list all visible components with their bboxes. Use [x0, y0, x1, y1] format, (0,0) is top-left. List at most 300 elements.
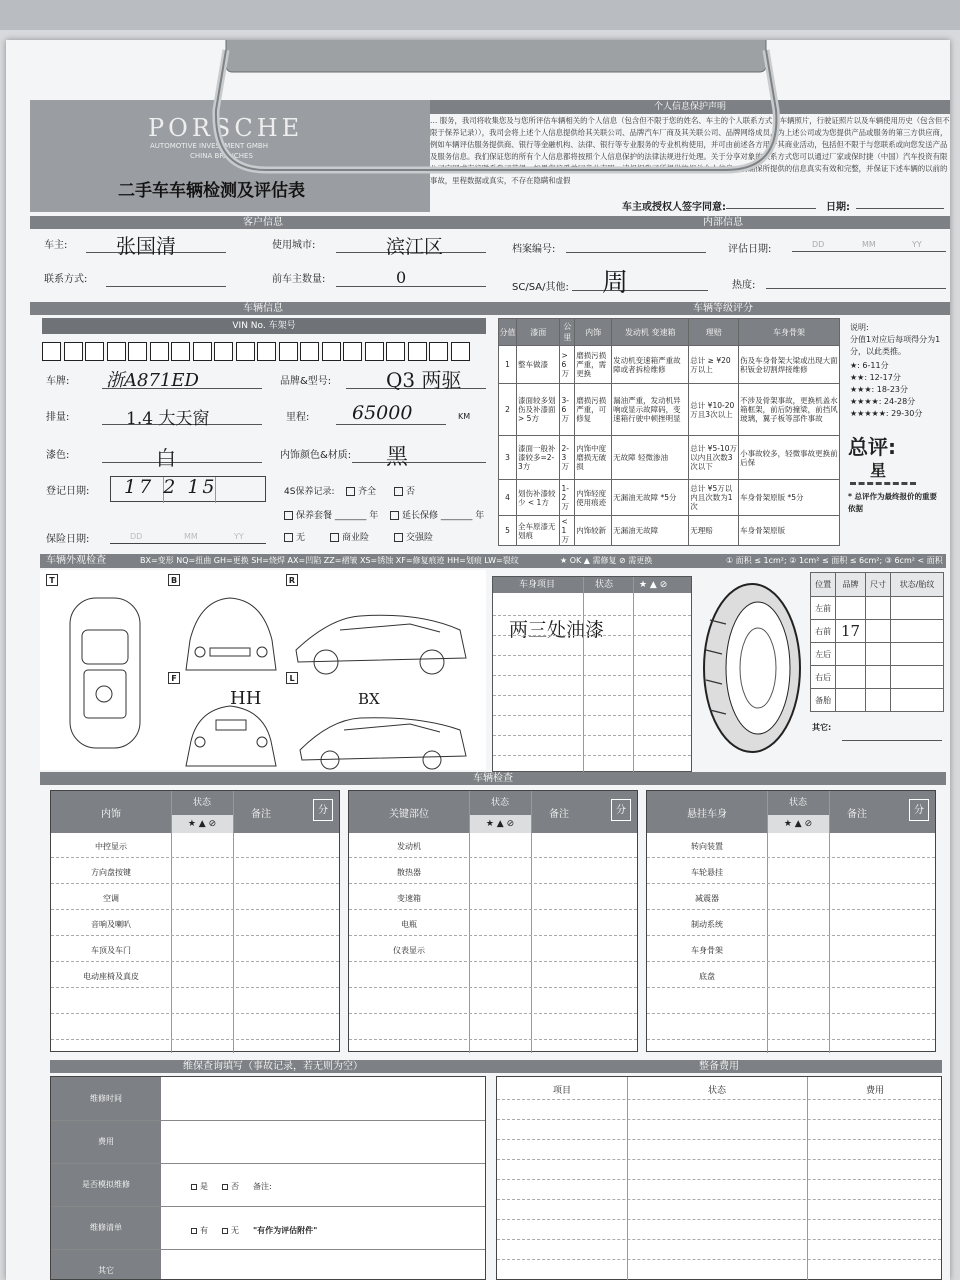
- grade-cell[interactable]: 2: [499, 384, 517, 436]
- commercial-option[interactable]: [330, 530, 369, 543]
- compulsory-text: 交强险: [406, 533, 434, 543]
- inspect-panel-1[interactable]: [348, 790, 638, 1052]
- reg-value[interactable]: 17 2 15: [124, 476, 218, 498]
- inspect-row-line: [51, 857, 339, 858]
- view-tag-l: L: [286, 672, 298, 684]
- inspect-row-line: [349, 987, 637, 988]
- body-item-panel[interactable]: [492, 576, 692, 772]
- grade-cell[interactable]: 磨损污损严重，需更换: [575, 346, 612, 384]
- city-label: 使用城市:: [272, 240, 316, 251]
- body-row-line: [493, 715, 691, 716]
- inspect-row-line: [349, 1039, 637, 1040]
- inspect-row-line: [647, 961, 935, 962]
- maint-row-label: 是否模拟维修: [82, 1180, 130, 1189]
- maint-list-options[interactable]: [191, 1225, 317, 1236]
- body-row-line: [493, 695, 691, 696]
- service-label: [284, 484, 334, 497]
- section-maintenance: 维保查询填写（事故记录，若无则为空）: [50, 1060, 496, 1073]
- grade-cell[interactable]: 磨损污损严重，可修复: [575, 384, 612, 436]
- inspect-title: 悬挂车身: [687, 809, 727, 820]
- sc-label: SC/SA/其他:: [512, 282, 569, 293]
- tire-row[interactable]: [811, 689, 944, 712]
- view-tag-t: T: [46, 574, 58, 586]
- inspect-row-line: [647, 935, 935, 936]
- overall-label: 总评:: [848, 435, 896, 459]
- grade-col-1: 漆面: [517, 319, 560, 346]
- grade-cell[interactable]: 划伤补漆较少 < 1方: [517, 480, 560, 516]
- contact-line: [106, 286, 226, 287]
- mileage-unit: KM: [458, 412, 471, 421]
- maint-row-label: 其它: [98, 1266, 114, 1275]
- inspect-note-label: 备注: [847, 809, 867, 820]
- inspect-row-line: [647, 857, 935, 858]
- package-text: 保养套餐: [296, 511, 333, 521]
- grade-cell[interactable]: 1-2万: [560, 480, 575, 516]
- tire-status[interactable]: [891, 643, 944, 666]
- inspect-score-box[interactable]: 分: [611, 799, 631, 821]
- grade-cell[interactable]: 无故障 轻微渗油: [612, 436, 689, 480]
- mm-text: MM: [862, 240, 876, 249]
- area-legend: ① 面积 ≤ 1cm²; ② 1cm² ≤ 面积 ≤ 6cm²; ③ 6cm² < 面积: [726, 556, 943, 565]
- inspect-panel-0[interactable]: [50, 790, 340, 1052]
- grade-cell[interactable]: 5: [499, 516, 517, 546]
- tire-position: 左后: [811, 643, 836, 666]
- body-col-line: [583, 577, 584, 773]
- inspect-item: 车顶及车门: [91, 946, 131, 955]
- tire-row[interactable]: [811, 643, 944, 666]
- inspect-row-line: [51, 883, 339, 884]
- maint-sim-options[interactable]: [191, 1181, 272, 1192]
- inspect-row-line: [51, 935, 339, 936]
- grade-cell[interactable]: 不涉及骨架事故，更换机盖水箱框架，前后防撞梁，前挡风玻璃，翼子板等部件事故: [739, 384, 840, 436]
- maint-row-label: 维修清单: [90, 1223, 122, 1232]
- inspect-row-line: [51, 1039, 339, 1040]
- maint-row-line: [51, 1249, 485, 1250]
- tire-brand[interactable]: [836, 597, 866, 620]
- car-diagram[interactable]: [40, 570, 486, 770]
- tire-size[interactable]: [865, 597, 890, 620]
- grade-table: [498, 318, 840, 546]
- file-label: 档案编号:: [512, 244, 556, 255]
- tire-status[interactable]: [891, 666, 944, 689]
- body-item-col: 车身项目: [519, 580, 556, 590]
- inspect-row-line: [349, 935, 637, 936]
- star-rule: ★★★: 18-23分: [850, 385, 908, 394]
- grade-cell[interactable]: 全车原漆无划痕: [517, 516, 560, 546]
- mileage-label: 里程:: [286, 412, 310, 423]
- body-note[interactable]: 两三处油漆: [509, 619, 605, 641]
- grade-cell[interactable]: 车身骨架原版 *5分: [739, 480, 840, 516]
- refurb-col-line: [627, 1077, 628, 1280]
- inspect-title: 内饰: [101, 809, 121, 820]
- opt-no: 否: [231, 1182, 239, 1191]
- commercial-text: 商业险: [342, 533, 370, 543]
- section-grade: 车辆等级评分: [496, 302, 950, 315]
- brand-subtitle: AUTOMOTIVE INVESTMENT GMBH: [150, 142, 268, 150]
- inspect-row-line: [647, 1039, 935, 1040]
- grade-row: [499, 384, 840, 436]
- paint-line: [102, 462, 262, 463]
- tire-col-3: 状态/胎纹: [891, 573, 944, 597]
- status-legend: ★ OK ▲ 需修复 ⊘ 需更换: [560, 556, 653, 565]
- service-no-option[interactable]: [394, 484, 415, 497]
- opt-remark: 备注:: [253, 1182, 272, 1191]
- refurb-row-line: [497, 1139, 941, 1140]
- star-rule: ★★★★: 24-28分: [850, 397, 916, 406]
- refurb-row-line: [497, 1119, 941, 1120]
- grade-row: [499, 346, 840, 384]
- insurance-date-boxes[interactable]: [110, 524, 266, 544]
- grade-cell[interactable]: > 6万: [560, 346, 575, 384]
- inspect-row-line: [647, 909, 935, 910]
- paint-value[interactable]: 白: [156, 446, 176, 470]
- body-row-line: [493, 635, 691, 636]
- inspect-item: 散热器: [397, 868, 421, 877]
- inspect-item: 转向装置: [691, 842, 723, 851]
- grade-cell[interactable]: 小事故较多，轻微事故更换前后保: [739, 436, 840, 480]
- inspect-row-line: [51, 961, 339, 962]
- inspect-item: 方向盘按键: [91, 868, 131, 877]
- evaluation-form: [6, 40, 950, 1280]
- inspect-item: 制动系统: [691, 920, 723, 929]
- star-rule: ★★★★★: 29-30分: [850, 409, 923, 418]
- view-tag-f: F: [168, 672, 180, 684]
- interior-line: [352, 462, 486, 463]
- service-no-text: 否: [406, 487, 416, 497]
- grade-cell[interactable]: 漆面较多划伤及补漆面 > 5方: [517, 384, 560, 436]
- maintenance-table[interactable]: [50, 1076, 486, 1280]
- brand-label: 品牌&型号:: [280, 376, 332, 387]
- tire-row[interactable]: [811, 597, 944, 620]
- grade-cell[interactable]: 无漏油无故障: [612, 516, 689, 546]
- inspect-row-line: [51, 1013, 339, 1014]
- tire-brand[interactable]: [836, 666, 866, 689]
- tire-position: 右后: [811, 666, 836, 689]
- grade-row: [499, 480, 840, 516]
- star-rule: ★: 6-11分: [850, 361, 889, 370]
- tire-brand[interactable]: 17: [836, 620, 866, 643]
- refurb-row-line: [497, 1239, 941, 1240]
- opt-attach: "有作为评估附件": [253, 1226, 318, 1235]
- grade-col-4: 发动机 变速箱: [612, 319, 689, 346]
- year-unit-2: 年: [475, 511, 485, 521]
- grade-cell[interactable]: 3: [499, 436, 517, 480]
- service-full-option[interactable]: [346, 484, 376, 497]
- maint-row-label: 费用: [98, 1137, 114, 1146]
- date-label: 日期:: [826, 202, 850, 213]
- inspect-row-line: [647, 1013, 935, 1014]
- tire-diagram: [696, 580, 806, 756]
- inspect-status-icons: ★ ▲ ⊘: [469, 815, 531, 833]
- yy-text: YY: [912, 240, 922, 249]
- service-label-text: 4S保养记录:: [284, 487, 335, 497]
- body-item-header: 车身项目 状态 ★ ▲ ⊘: [493, 577, 691, 593]
- grade-cell[interactable]: < 1万: [560, 516, 575, 546]
- refurb-col-1: 状态: [707, 1086, 726, 1096]
- grade-cell[interactable]: 伤及车身骨架大梁或出现大面积钣金切割焊接维修: [739, 346, 840, 384]
- year-unit-1: 年: [369, 511, 379, 521]
- tire-header-row: [811, 573, 944, 597]
- prev-owner-line: [336, 286, 486, 287]
- inspect-item: 车轮悬挂: [691, 868, 723, 877]
- service-full-text: 齐全: [358, 487, 377, 497]
- body-row-line: [493, 675, 691, 676]
- tire-row[interactable]: [811, 666, 944, 689]
- inspect-status-label: 状态: [192, 798, 211, 808]
- exterior-header-bar: [40, 554, 946, 568]
- inspect-row-line: [51, 909, 339, 910]
- date-line: [856, 208, 944, 209]
- inspect-item: 电动座椅及真皮: [83, 972, 139, 981]
- tire-status[interactable]: [891, 689, 944, 712]
- inspect-note-label: 备注: [549, 809, 569, 820]
- refurb-row-line: [497, 1159, 941, 1160]
- tire-position: 右前: [811, 620, 836, 643]
- inspect-panel-2[interactable]: [646, 790, 936, 1052]
- view-tag-r: R: [286, 574, 298, 586]
- vin-title: VIN No. 车架号: [42, 318, 486, 334]
- grade-col-2: 公里: [560, 319, 575, 346]
- contact-label: 联系方式:: [44, 274, 88, 285]
- tire-brand[interactable]: [836, 643, 866, 666]
- grade-notes: [844, 318, 948, 548]
- opt-have: 有: [200, 1226, 208, 1235]
- section-internal: 内部信息: [496, 216, 950, 229]
- grade-cell[interactable]: 整车做漆: [517, 346, 560, 384]
- section-vehicle: 车辆信息: [30, 302, 496, 315]
- opt-nothave: 无: [231, 1226, 239, 1235]
- refurb-row-line: [497, 1259, 941, 1260]
- tire-size[interactable]: [865, 620, 890, 643]
- vin-boxes[interactable]: [42, 342, 486, 366]
- refurb-row-line: [497, 1099, 941, 1100]
- insurance-label: 保险日期:: [46, 534, 90, 545]
- inspect-panel-header: [647, 791, 935, 833]
- tire-col-1: 品牌: [836, 573, 866, 597]
- section-refurb: 整备费用: [496, 1060, 942, 1073]
- grade-cell[interactable]: 总计 ¥5-10万以内且次数3次以下: [689, 436, 739, 480]
- sc-value[interactable]: 周: [602, 268, 629, 298]
- section-customer: 客户信息: [30, 216, 496, 229]
- form-title: 二手车车辆检测及评估表: [118, 181, 305, 201]
- tire-brand[interactable]: [836, 689, 866, 712]
- interior-value[interactable]: 黑: [386, 445, 409, 470]
- grade-cell[interactable]: 总计 ¥10-20万且3次以上: [689, 384, 739, 436]
- grade-cell[interactable]: 4: [499, 480, 517, 516]
- grade-header-row: [499, 319, 840, 346]
- overall-unit: 星: [870, 461, 887, 480]
- grade-cell[interactable]: 2-3万: [560, 436, 575, 480]
- inspect-title: 关键部位: [389, 809, 429, 820]
- inspect-item: 变速箱: [397, 894, 421, 903]
- grade-cell[interactable]: 车身骨架原版: [739, 516, 840, 546]
- ins-yy: YY: [234, 532, 244, 541]
- owner-value[interactable]: 张国清: [116, 234, 176, 258]
- grade-col-3: 内饰: [575, 319, 612, 346]
- interior-label: 内饰颜色&材质:: [280, 450, 352, 461]
- plate-label: 车牌:: [46, 376, 70, 387]
- exterior-legend: BX=变形 NQ=扭曲 GH=更换 SH=烧焊 AX=凹陷 ZZ=褶皱 XS=锈蚀 XF=修复痕迹 HH=划痕 LW=裂纹: [140, 556, 519, 565]
- insurance-none-option[interactable]: [284, 530, 305, 543]
- ins-dd: DD: [130, 532, 143, 541]
- tire-body: [811, 597, 944, 712]
- ins-none-text: 无: [296, 533, 306, 543]
- refurb-row-line: [497, 1179, 941, 1180]
- eval-date-label: 评估日期:: [728, 244, 772, 255]
- inspect-item: 车身骨架: [691, 946, 723, 955]
- sign-label: 车主或授权人签字同意:: [622, 202, 726, 213]
- displacement-value[interactable]: 1.4 大天窗: [126, 409, 210, 429]
- tire-col-0: 位置: [811, 573, 836, 597]
- grade-cell[interactable]: 内饰轻度使用痕迹: [575, 480, 612, 516]
- tire-col-2: 尺寸: [865, 573, 890, 597]
- grade-cell[interactable]: 发动机变速箱严重故障或者拆检维修: [612, 346, 689, 384]
- brand-value[interactable]: Q3 两驱: [386, 368, 462, 392]
- tire-size[interactable]: [865, 689, 890, 712]
- inspect-score-box[interactable]: 分: [909, 799, 929, 821]
- grade-col-5: 理赔: [689, 319, 739, 346]
- body-row-line: [493, 615, 691, 616]
- inspect-panel-header: [51, 791, 339, 833]
- eval-date-boxes[interactable]: [792, 234, 946, 252]
- tire-position: 左前: [811, 597, 836, 620]
- grade-cell[interactable]: 总计 ≥ ¥20万以上: [689, 346, 739, 384]
- inspect-row-line: [647, 883, 935, 884]
- prev-owner-label: 前车主数量:: [272, 274, 326, 285]
- tire-other-label: 其它:: [812, 723, 832, 732]
- brand-logo: PORSCHE: [148, 114, 304, 142]
- brand-panel: [30, 100, 430, 212]
- inspect-status-label: 状态: [788, 798, 807, 808]
- heat-label: 热度:: [732, 280, 756, 291]
- refurb-col-0: 项目: [552, 1086, 571, 1096]
- inspect-row-line: [349, 883, 637, 884]
- maint-row-line: [51, 1163, 485, 1164]
- note-title: 说明:: [850, 323, 869, 332]
- grade-cell[interactable]: 无漏油无故障 *5分: [612, 480, 689, 516]
- grade-row: [499, 436, 840, 480]
- grade-cell[interactable]: 无理赔: [689, 516, 739, 546]
- grade-cell[interactable]: 1: [499, 346, 517, 384]
- note-text: 分值1对应后每项得分为1分，以此类推。: [850, 335, 941, 356]
- inspect-row-line: [349, 857, 637, 858]
- package-option[interactable]: 保养套餐 _______ 年: [284, 508, 378, 521]
- refurb-col-2: 费用: [865, 1086, 884, 1096]
- inspect-status-label: 状态: [490, 798, 509, 808]
- body-status-col: 状态: [595, 580, 614, 590]
- grade-col-6: 车身骨架: [739, 319, 840, 346]
- inspect-row-line: [51, 987, 339, 988]
- refurb-col-line: [807, 1077, 808, 1280]
- tire-size[interactable]: [865, 643, 890, 666]
- grade-cell[interactable]: 内饰较新: [575, 516, 612, 546]
- maint-row-line: [51, 1120, 485, 1121]
- inspect-item: 底盘: [699, 972, 715, 981]
- grade-cell[interactable]: 内饰中度磨损无破损: [575, 436, 612, 480]
- mileage-line: [336, 424, 446, 425]
- inspect-status-icons: ★ ▲ ⊘: [767, 815, 829, 833]
- body-row-line: [493, 655, 691, 656]
- grade-body: [499, 346, 840, 546]
- displacement-label: 排量:: [46, 412, 70, 423]
- inspect-row-line: [647, 987, 935, 988]
- body-row-line: [493, 755, 691, 756]
- inspect-row-line: [349, 1013, 637, 1014]
- overall-line[interactable]: [850, 482, 916, 485]
- stars-list: [850, 360, 948, 420]
- inspect-item: 电瓶: [401, 920, 417, 929]
- exterior-title: 车辆外观检查: [46, 555, 106, 566]
- file-line: [566, 252, 706, 253]
- extended-text: 延长保修: [402, 511, 439, 521]
- prev-owner-value[interactable]: 0: [396, 268, 407, 287]
- refurb-row-line: [497, 1199, 941, 1200]
- mark-r[interactable]: BX: [358, 690, 380, 708]
- inspect-panel-header: [349, 791, 637, 833]
- inspect-row-line: [349, 909, 637, 910]
- inspect-item: 空调: [103, 894, 119, 903]
- tire-position: 备胎: [811, 689, 836, 712]
- refurb-table[interactable]: [496, 1076, 942, 1280]
- body-row-line: [493, 735, 691, 736]
- grade-cell[interactable]: 漏油严重，发动机异响或显示故障码，变速箱行驶中顿挫明显: [612, 384, 689, 436]
- section-inspection: 车辆检查: [40, 772, 946, 785]
- inspect-note-label: 备注: [251, 809, 271, 820]
- tire-status[interactable]: [891, 620, 944, 643]
- tire-status[interactable]: [891, 597, 944, 620]
- inspect-score-box[interactable]: 分: [313, 799, 333, 821]
- grade-cell[interactable]: 总计 ¥5万以内且次数为1次: [689, 480, 739, 516]
- inspect-item: 音响及喇叭: [91, 920, 131, 929]
- inspect-row-line: [349, 961, 637, 962]
- extended-option[interactable]: 延长保修 _______ 年: [390, 508, 484, 521]
- mark-b[interactable]: HH: [230, 688, 262, 709]
- opt-yes: 是: [200, 1182, 208, 1191]
- maint-row-label: 维修时间: [90, 1094, 122, 1103]
- privacy-title: 个人信息保护声明: [430, 100, 950, 114]
- tire-other-line[interactable]: [842, 740, 942, 741]
- inspect-status-icons: ★ ▲ ⊘: [171, 815, 233, 833]
- body-col-line: [633, 577, 634, 773]
- compulsory-option[interactable]: [394, 530, 433, 543]
- refurb-row-line: [497, 1219, 941, 1220]
- owner-label: 车主:: [44, 240, 68, 251]
- tire-row[interactable]: [811, 620, 944, 643]
- view-tag-b: B: [168, 574, 180, 586]
- grade-cell[interactable]: 3-6万: [560, 384, 575, 436]
- sc-line: [572, 290, 708, 291]
- tire-size[interactable]: [865, 666, 890, 689]
- privacy-text: … 服务，我司将收集您及与您所评估车辆相关的个人信息（包含但不限于您的姓名、车主的个人联系方式、车辆照片，行驶证照片以及车辆使用历史（包含但不限于保养记录）），我司会将上述个人信息提供给其关联公司、品牌汽车厂商及其关联公司、品牌网络成员，为上述公司或为您提供产品或服务的第三方供应商，例如车辆评估服务提供商、银行等金融机构、法律、银行等专业服务的专业机构使用，并可由前述各方用于其商业活动，包括但不限于与您联系或向您发送产品及服务信息。我们保证您的所有个人信息都将按照个人信息保护的法律法规进行处理。关于分享对象的联系方式您可以通过厂家或保时捷（中国）汽车投资有限公司官网或直接联系我司获得。如果您接受并同意此声明，请根据我司所提供的相关个人信息，请确保所提供的信息真实有效和完整，并保证下述车辆的以前的事故，里程数据或真实，不存在隐瞒和虚假: [430, 116, 950, 185]
- dd-text: DD: [812, 240, 825, 249]
- grade-cell[interactable]: 漆面一般补漆较多=2-3方: [517, 436, 560, 480]
- inspect-item: 仪表显示: [393, 946, 425, 955]
- inspect-item: 中控显示: [95, 842, 127, 851]
- paint-label: 漆色:: [46, 450, 70, 461]
- heat-line: [766, 288, 946, 289]
- mileage-value[interactable]: 65000: [352, 402, 413, 424]
- inspect-item: 减震器: [695, 894, 719, 903]
- plate-value[interactable]: 浙A871ED: [106, 370, 199, 391]
- maint-row-line: [51, 1206, 485, 1207]
- city-value[interactable]: 滨江区: [386, 236, 444, 258]
- sign-line: [726, 208, 816, 209]
- tire-table[interactable]: [810, 572, 944, 712]
- grade-col-0: 分值: [499, 319, 517, 346]
- reg-label: 登记日期:: [46, 486, 90, 497]
- ins-mm: MM: [184, 532, 198, 541]
- star-rule: ★★: 12-17分: [850, 373, 901, 382]
